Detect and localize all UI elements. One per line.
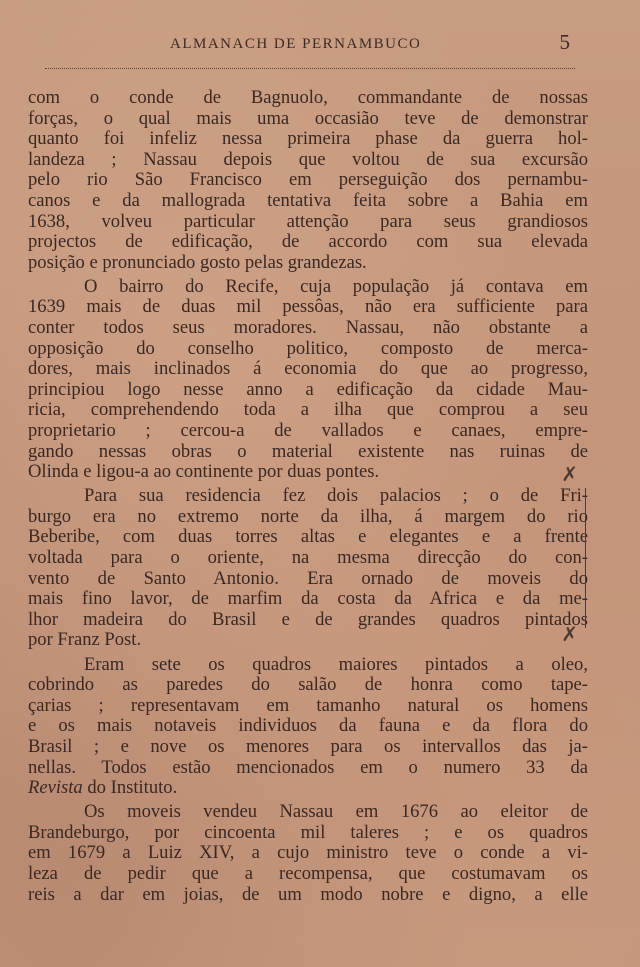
text-line: leza de pedir que a recompensa, que costumavam os (28, 862, 588, 884)
text-line: projectos de edificação, de accordo com sua elevada (28, 231, 588, 253)
text-line: mais fino lavor, de marfim da costa da Africa e da me- (28, 588, 588, 610)
text-line: Olinda e ligou-a ao continente por duas pontes. (28, 461, 380, 483)
text-line: O bairro do Recife, cuja população já contava em (84, 275, 588, 297)
text-line: e os mais notaveis individuos da fauna e da flora do (28, 715, 588, 737)
text-line: principiou logo nesse anno a edificação da cidade Mau- (28, 378, 588, 400)
text-line: Brasil ; e nove os menores para os intervallos das ja- (28, 735, 588, 757)
paragraph-4 (28, 655, 588, 799)
text-line: com o conde de Bagnuolo, commandante de nossas (28, 87, 588, 108)
margin-bracket (571, 488, 586, 628)
text-line: Para sua residencia fez dois palacios ; o de Fri- (84, 485, 588, 507)
text-line: reis a dar em joias, de um modo nobre e digno, a elle (28, 883, 588, 905)
margin-x-mark-icon: ✗ (561, 464, 578, 486)
page-number: 5 (559, 30, 570, 54)
text-line: Os moveis vendeu Nassau em 1676 ao eleitor de (84, 801, 588, 823)
text-line: Eram sete os quadros maiores pintados a oleo, (84, 653, 588, 675)
text-line: proprietario ; cercou-a de vallados e canaes, empre- (28, 420, 588, 441)
header-rule (45, 68, 575, 69)
text-line: Beberibe, com duas torres altas e elegantes e a frente (28, 526, 588, 548)
text-line: cobrindo as paredes do salão de honra como tape- (28, 674, 588, 696)
text-line: 1638, volveu particular attenção para seus grandiosos (28, 210, 588, 232)
text-line: voltada para o oriente, na mesma direcção do con- (28, 547, 588, 569)
paragraph-2 (28, 277, 588, 483)
text-line: em 1679 a Luiz XIV, a cujo ministro teve o conde a vi- (28, 842, 588, 864)
text-line: conter todos seus moradores. Nassau, não obstante a (28, 317, 588, 339)
paragraph-3 (28, 486, 588, 651)
body-text (28, 88, 588, 909)
text-line: dores, mais inclinados á economia do que ao progresso, (28, 358, 588, 380)
text-line: 1639 mais de duas mil pessôas, não era sufficiente para (28, 296, 588, 318)
text-line: canos e da mallograda tentativa feita sobre a Bahia em (28, 189, 588, 211)
journal-title: Revista (28, 777, 83, 799)
text-line: pelo rio São Francisco em perseguição dos pernambu- (28, 169, 588, 191)
paragraph-5 (28, 802, 588, 905)
text-line: ricia, comprehendendo toda a ilha que comprou a seu (28, 399, 588, 421)
text-line: Brandeburgo, por cincoenta mil taleres ; e os quadros (28, 821, 588, 843)
text-line: posição e pronunciado gosto pelas grandezas. (28, 251, 367, 273)
text-line: çarias ; representavam em tamanho natural os homens (28, 694, 588, 716)
running-title: ALMANACH DE PERNAMBUCO (170, 36, 422, 52)
text-line: lhor madeira do Brasil e de grandes quadros pintados (28, 608, 588, 630)
page-header (40, 30, 600, 58)
text-line: burgo era no extremo norte da ilha, á margem do rio (28, 505, 588, 527)
text-line: forças, o qual mais uma occasião teve de demonstrar (28, 107, 588, 129)
text-line: vento de Santo Antonio. Era ornado de moveis do (28, 567, 588, 589)
text-line: nellas. Todos estão mencionados em o numero 33 da (28, 756, 588, 778)
margin-x-mark-icon: ✗ (561, 624, 578, 646)
text-fragment: do Instituto. (82, 777, 178, 799)
text-line: opposição do conselho politico, composto de merca- (28, 337, 588, 359)
text-line: quanto foi infeliz nessa primeira phase da guerra hol- (28, 128, 588, 150)
text-line (28, 778, 588, 799)
text-line: landeza ; Nassau depois que voltou de sua excursão (28, 148, 588, 170)
text-line: por Franz Post. (28, 629, 142, 651)
text-line: gando nessas obras o material existente nas ruinas de (28, 440, 588, 462)
paragraph-1 (28, 88, 588, 273)
